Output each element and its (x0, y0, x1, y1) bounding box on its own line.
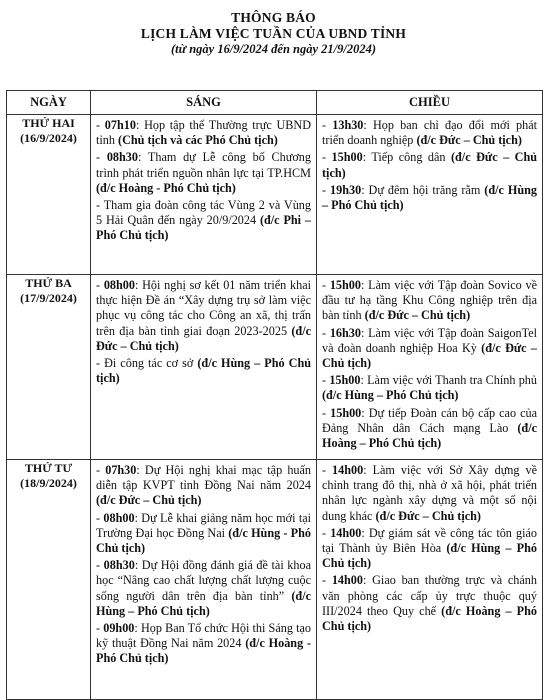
item-time: 07h30 (105, 463, 137, 477)
day-cell (7, 275, 91, 460)
item-time: 16h30 (329, 325, 361, 340)
item-dash: - (96, 278, 104, 292)
item-attendee: (đ/c Đức – Chủ tịch) (364, 308, 471, 323)
item-time: 14h00 (331, 573, 363, 588)
day-cell (7, 115, 91, 275)
item-text: : Họp Ban Tổ chức Hội thi Sáng tạo kỹ thuật Đồng Nai năm 2024 (96, 621, 311, 651)
item-time: 14h00 (332, 463, 364, 477)
day-name: THỨ TƯ (24, 461, 73, 475)
item-time: 13h30 (332, 118, 364, 132)
day-date: (18/9/2024) (20, 476, 77, 490)
schedule-item (322, 463, 537, 524)
schedule-item (322, 373, 537, 403)
item-time: 14h00 (330, 525, 362, 540)
table-header-row (7, 91, 543, 115)
afternoon-cell (317, 460, 543, 700)
day-cell (7, 460, 91, 700)
header-morning: SÁNG (91, 91, 317, 115)
afternoon-cell (317, 275, 543, 460)
item-time: 15h00 (331, 150, 363, 165)
item-time: 09h00 (103, 621, 135, 636)
item-dash: - (96, 356, 105, 371)
item-text: : Họp tập thể Thường trực UBND tỉnh (96, 118, 312, 148)
schedule-item (322, 118, 537, 148)
weekly-schedule-table (6, 90, 543, 700)
item-text: : Dự Hội nghị khai mạc tập huấn diễn tập KVPT tỉnh Đồng Nai năm 2024 (96, 463, 312, 493)
schedule-item (96, 278, 311, 354)
item-attendee: (đ/c Đức – Chủ tịch) (322, 150, 538, 180)
item-dash: - (322, 182, 331, 197)
item-dash: - (96, 150, 107, 165)
schedule-item (96, 511, 311, 557)
item-dash: - (322, 405, 331, 420)
item-time: 15h00 (329, 278, 361, 292)
item-text: : Làm việc với Tập đoàn SaigonTel và đoàn doanh nghiệp Hoa Kỳ (322, 325, 538, 355)
schedule-item (322, 406, 537, 452)
schedule-item (322, 183, 537, 213)
day-date: (17/9/2024) (20, 291, 77, 305)
item-dash: - (96, 510, 104, 525)
schedule-body (7, 115, 543, 700)
item-time: 08h00 (103, 278, 135, 292)
item-time: 07h10 (104, 118, 136, 132)
schedule-title: LỊCH LÀM VIỆC TUẦN CỦA UBND TỈNH (140, 26, 407, 41)
item-text: : Dự đêm hội trăng rằm (361, 182, 485, 197)
day-date: (16/9/2024) (20, 131, 77, 145)
item-dash: - (322, 150, 332, 165)
item-text: : Làm việc với Thanh tra Chính phủ (360, 373, 537, 388)
item-attendee: (đ/c Đức – Chủ tịch) (416, 133, 522, 148)
item-attendee: (đ/c Hùng – Phó Chủ tịch) (96, 356, 312, 386)
schedule-item (322, 150, 537, 180)
document-header (0, 0, 547, 57)
item-text: : Tham dự Lễ công bố Chương trình phát triển nguồn nhân lực tại TP.HCM (96, 150, 311, 180)
schedule-item (96, 198, 311, 244)
item-attendee: (đ/c Đức – Chủ tịch) (96, 493, 202, 508)
table-row (7, 460, 543, 700)
item-text: : Dự Hội đồng đánh giá đề tài khoa học “Nâng cao chất lượng chất lượng cuộc sống người dân trên địa bàn tỉnh” (96, 558, 311, 603)
item-text: : Tiếp công dân (362, 150, 451, 165)
schedule-item (96, 558, 311, 619)
table-row (7, 115, 543, 275)
item-text: : Làm việc với Sở Xây dựng về chỉnh trang đô thị, nhà ở xã hội, phát triển nhân lực ngành xây dựng và một số nội dung khác (322, 463, 537, 523)
item-dash: - (96, 118, 105, 132)
item-time: 08h30 (103, 558, 135, 573)
item-attendee: (đ/c Hoàng – Phó Chủ tịch) (322, 420, 537, 451)
schedule-item (96, 118, 311, 148)
item-attendee: (đ/c Hoàng - Phó Chủ tịch) (96, 636, 311, 666)
item-attendee: (đ/c Hùng – Phó Chủ tịch) (322, 388, 459, 403)
schedule-item (96, 150, 311, 196)
item-attendee: (đ/c Hoàng – Phó Chủ tịch) (322, 603, 537, 634)
morning-cell (91, 115, 317, 275)
item-dash: - (96, 198, 104, 213)
item-time: 08h00 (103, 510, 135, 525)
item-dash: - (322, 278, 330, 292)
schedule-item (96, 621, 311, 667)
item-text: : Làm việc với Tập đoàn Sovico về đầu tư hạ tầng Khu Công nghiệp trên địa bàn tỉnh (322, 278, 537, 323)
item-time: 15h00 (329, 373, 361, 388)
item-text: Đi công tác cơ sở (104, 356, 198, 371)
item-attendee: (đ/c Phi – Phó Chủ tịch) (96, 213, 311, 243)
day-name: THỨ HAI (22, 116, 75, 130)
item-text: : Dự Lễ khai giảng năm học mới tại Trường Đại học Đồng Nai (96, 510, 312, 540)
item-dash: - (96, 621, 104, 636)
schedule-period: (từ ngày 16/9/2024 đến ngày 21/9/2024) (170, 42, 377, 56)
item-dash: - (96, 463, 106, 477)
item-time: 19h30 (330, 182, 362, 197)
schedule-item (96, 356, 311, 386)
item-text: : Giao ban thường trực và chánh văn phòng các cấp ủy trực thuộc quý III/2024 theo Quy chế (322, 573, 537, 618)
day-name: THỨ BA (25, 276, 72, 290)
item-time: 15h00 (330, 405, 362, 420)
header-day: NGÀY (7, 91, 91, 115)
schedule-item (322, 573, 537, 634)
item-attendee: (đ/c Hùng – Phó Chủ tịch) (322, 541, 537, 571)
item-dash: - (322, 325, 330, 340)
morning-cell (91, 460, 317, 700)
item-dash: - (322, 573, 332, 588)
item-time: 08h30 (106, 150, 138, 165)
morning-cell (91, 275, 317, 460)
item-attendee: (đ/c Hùng – Phó Chủ tịch) (96, 588, 311, 618)
schedule-item (322, 326, 537, 372)
schedule-item (322, 526, 537, 572)
item-dash: - (96, 558, 104, 573)
schedule-item (96, 463, 311, 509)
item-attendee: (Chủ tịch và các Phó Chủ tịch) (118, 133, 278, 148)
item-attendee: (đ/c Hùng - Phó Chủ tịch) (96, 525, 311, 556)
table-row (7, 275, 543, 460)
schedule-item (322, 278, 537, 324)
item-text: : Hội nghị sơ kết 01 năm triển khai thực hiện Đề án “Xây dựng trụ sở làm việc phục vụ công tác cho Công an xã, thị trấn trên địa bàn tỉnh giai đoạn 2023-2025 (96, 278, 311, 338)
item-attendee: (đ/c Đức – Chủ tịch) (322, 340, 537, 371)
notice-title: THÔNG BÁO (231, 10, 316, 25)
item-attendee: (đ/c Hoàng - Phó Chủ tịch) (96, 180, 236, 195)
item-attendee: (đ/c Đức – Chủ tịch) (375, 508, 481, 523)
item-dash: - (322, 373, 330, 388)
item-text: : Dự tiếp Đoàn cán bộ cấp cao của Đảng Nhân dân Cách mạng Lào (322, 405, 538, 435)
item-attendee: (đ/c Đức – Chủ tịch) (96, 323, 311, 353)
item-attendee: (đ/c Hùng – Phó Chủ tịch) (322, 182, 538, 213)
item-text: : Dự giám sát về công tác tôn giáo tại Thành ủy Biên Hòa (322, 525, 537, 556)
afternoon-cell (317, 115, 543, 275)
item-dash: - (322, 463, 333, 477)
item-text: Tham gia đoàn công tác Vùng 2 và Vùng 5 Hải Quân đến ngày 20/9/2024 (96, 198, 311, 228)
item-dash: - (322, 118, 333, 132)
header-afternoon: CHIỀU (317, 91, 543, 115)
item-text: : Họp ban chỉ đạo đổi mới phát triển doanh nghiệp (322, 118, 538, 148)
item-dash: - (322, 525, 331, 540)
